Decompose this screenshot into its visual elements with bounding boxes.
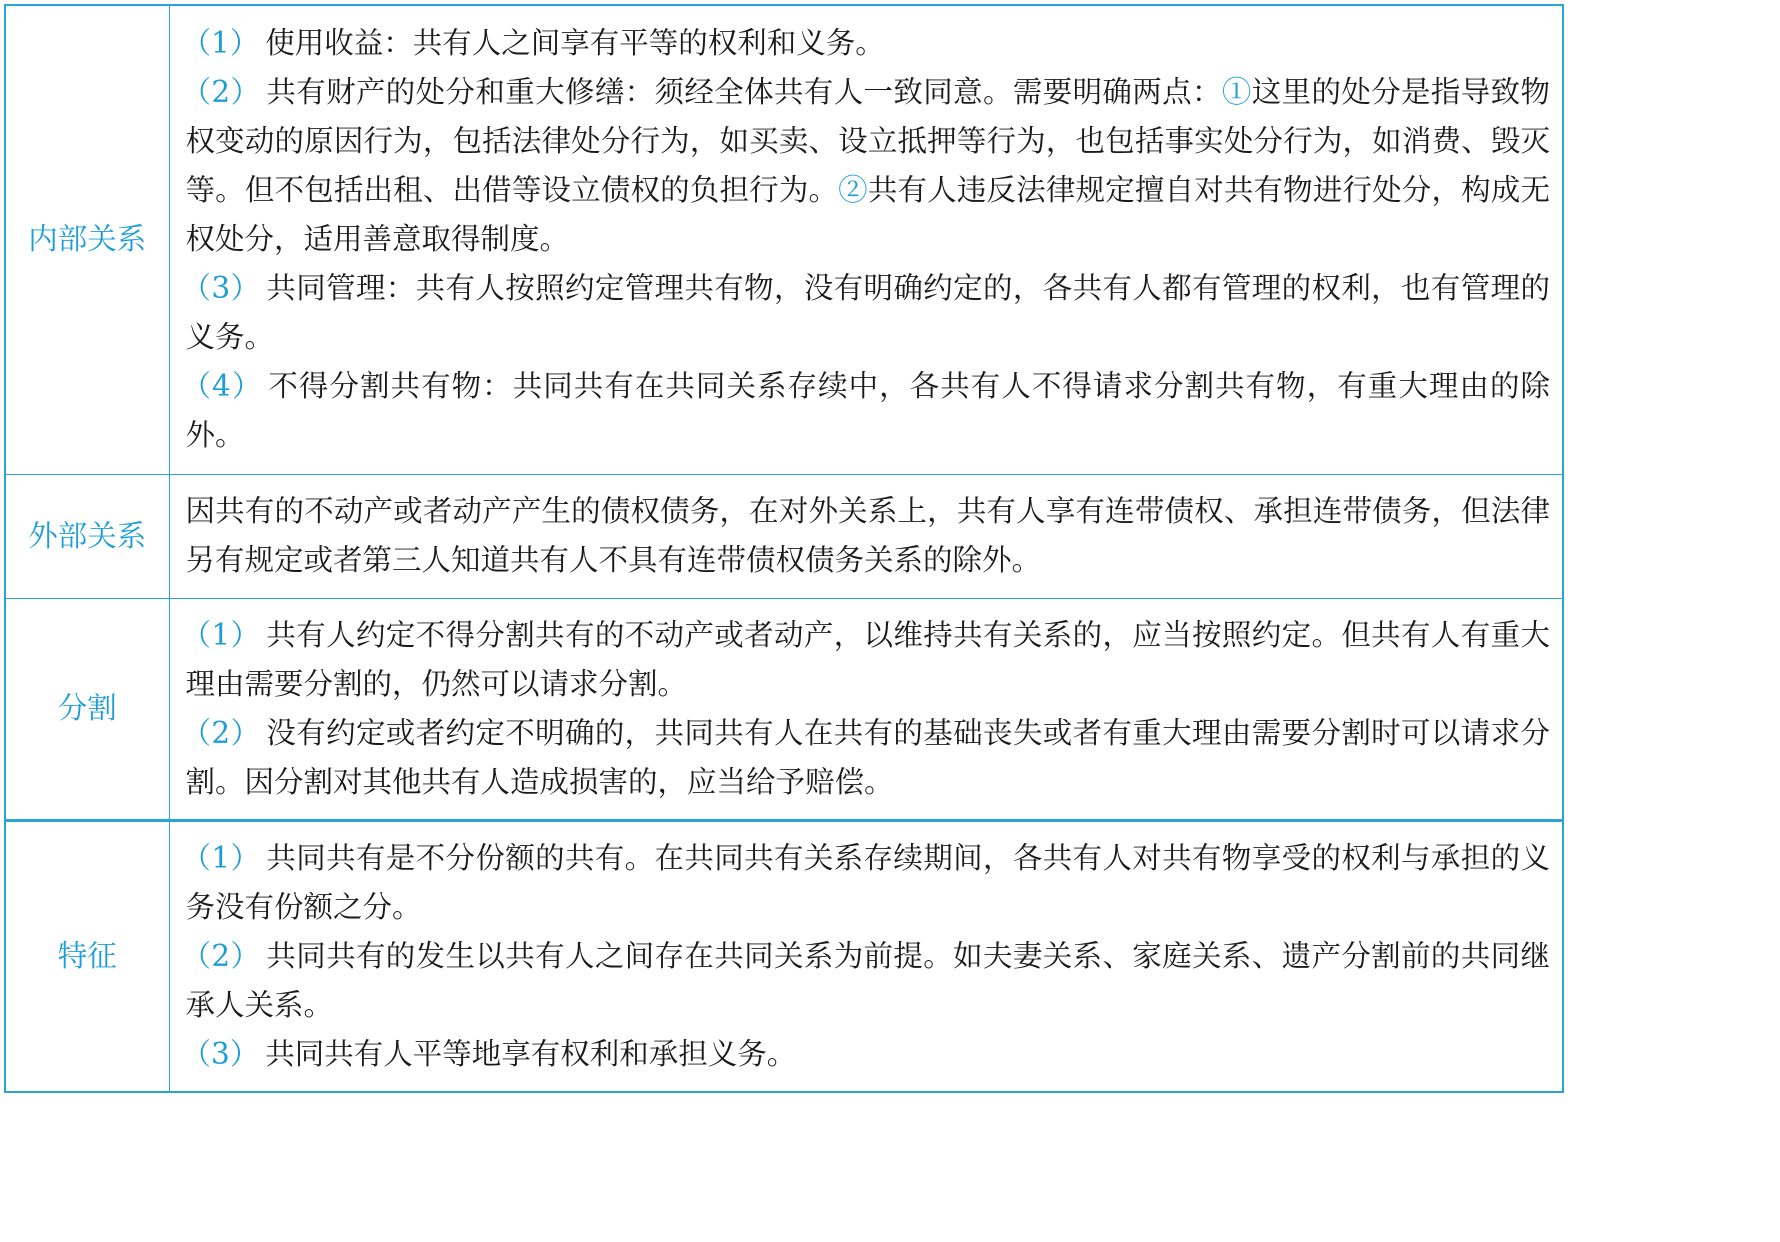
row-content-characteristics (169, 820, 1563, 1092)
paragraph-text: 因共有的不动产或者动产产生的债权债务，在对外关系上，共有人享有连带债权、承担连带债务，但法律另有规定或者第三人知道共有人不具有连带债权债务关系的除外。 (185, 494, 1550, 577)
circled-number-2: ② (838, 173, 868, 208)
list-item (181, 68, 1551, 264)
item-number: （2） (181, 715, 261, 750)
item-number: （3） (181, 271, 261, 306)
list-item (181, 362, 1551, 460)
row-label-internal-relations: 内部关系 (5, 5, 169, 474)
circled-number-1: ① (1221, 75, 1252, 110)
list-item (181, 19, 1551, 68)
item-text: 共同共有的发生以共有人之间存在共同关系为前提。如夫妻关系、家庭关系、遗产分割前的共同继承人关系。 (185, 938, 1550, 1022)
list-item (181, 834, 1551, 932)
item-number: （1） (181, 617, 261, 652)
item-number: （2） (181, 75, 261, 110)
item-text: 共同管理：共有人按照约定管理共有物，没有明确约定的，各共有人都有管理的权利，也有管理的义务。 (185, 271, 1550, 355)
item-text: 这里的处分是指导致物权变动的原因行为，包括法律处分行为，如买卖、设立抵押等行为，也包括事实处分行为，如消费、毁灭等。但不包括出租、出借等设立债权的负担行为。 (185, 75, 1550, 208)
item-text: 共有财产的处分和重大修缮：须经全体共有人一致同意。需要明确两点： (266, 75, 1222, 110)
table-row-external-relations (5, 474, 1563, 598)
item-number: （2） (181, 938, 261, 973)
row-label-characteristics: 特征 (5, 820, 169, 1092)
joint-ownership-table (4, 4, 1564, 1093)
row-content-internal-relations (169, 5, 1563, 474)
row-content-partition (169, 598, 1563, 820)
item-number: （1） (181, 840, 261, 875)
list-item (181, 932, 1551, 1030)
list-item (181, 264, 1551, 362)
list-item (181, 611, 1551, 709)
item-text: 不得分割共有物：共同共有在共同关系存续中，各共有人不得请求分割共有物，有重大理由的除外。 (185, 369, 1550, 453)
item-text: 使用收益：共有人之间享有平等的权利和义务。 (265, 26, 885, 61)
list-item (181, 709, 1551, 807)
item-text: 没有约定或者约定不明确的，共同共有人在共有的基础丧失或者有重大理由需要分割时可以请求分割。因分割对其他共有人造成损害的，应当给予赔偿。 (185, 715, 1550, 799)
item-number: （3） (181, 1036, 260, 1071)
item-number: （4） (181, 369, 263, 404)
table-row-internal-relations (5, 5, 1563, 474)
table-row-characteristics (5, 820, 1563, 1092)
item-text: 共同共有是不分份额的共有。在共同共有关系存续期间，各共有人对共有物享受的权利与承担的义务没有份额之分。 (185, 840, 1550, 924)
item-text: 共有人约定不得分割共有的不动产或者动产，以维持共有关系的，应当按照约定。但共有人有重大理由需要分割的，仍然可以请求分割。 (185, 617, 1550, 701)
item-text: 共同共有人平等地享有权利和承担义务。 (265, 1036, 797, 1071)
table-row-partition (5, 598, 1563, 820)
list-item (181, 1030, 1551, 1079)
item-text: 共有人违反法律规定擅自对共有物进行处分，构成无权处分，适用善意取得制度。 (185, 173, 1550, 257)
row-label-partition: 分割 (5, 598, 169, 820)
item-number: （1） (181, 26, 260, 61)
row-content-external-relations (169, 474, 1563, 598)
row-label-external-relations: 外部关系 (5, 474, 169, 598)
